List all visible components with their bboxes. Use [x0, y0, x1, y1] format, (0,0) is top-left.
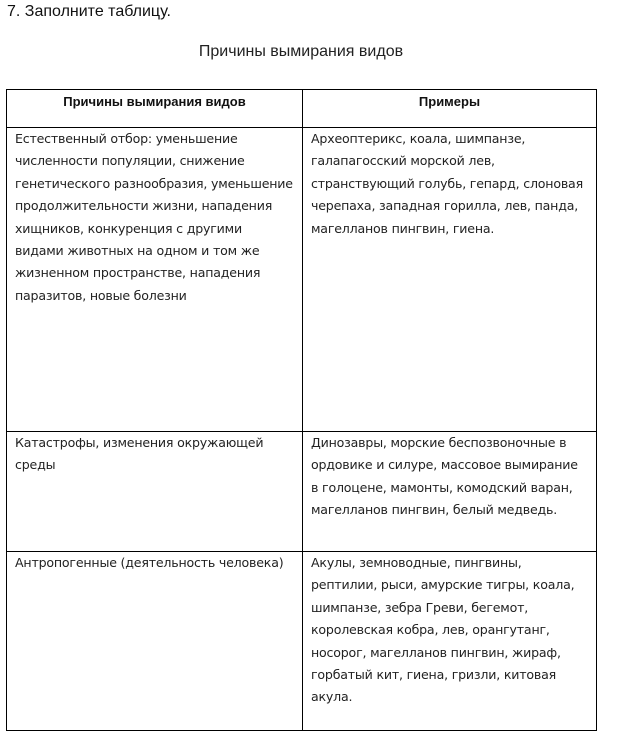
table-row — [7, 552, 597, 731]
cause-cell: Антропогенные (деятельность человека) — [15, 555, 284, 570]
task-title: 7. Заполните таблицу. — [7, 3, 171, 20]
table-row — [7, 432, 597, 552]
extinction-causes-table — [6, 89, 597, 731]
examples-cell: Археоптерикс, коала, шимпанзе, галапагосский морской лев, странствующий голубь, гепард, слоновая черепаха, западная горилла, лев, панда, магелланов пингвин, гиена. — [311, 131, 583, 236]
cause-cell: Естественный отбор: уменьшение численности популяции, снижение генетического разнообразия, уменьшение продолжительности жизни, нападения хищников, конкуренция с другими видами животных на одном и том же жизненном пространстве, нападения паразитов, новые болезни — [15, 131, 293, 303]
examples-cell: Динозавры, морские беспозвоночные в ордовике и силуре, массовое вымирание в голоцене, мамонты, комодский варан, магелланов пингвин, белый медведь. — [311, 435, 578, 518]
header-examples: Примеры — [303, 90, 597, 128]
cause-cell: Катастрофы, изменения окружающей среды — [15, 435, 264, 473]
table-caption: Причины вымирания видов — [198, 43, 404, 60]
examples-cell: Акулы, земноводные, пингвины, рептилии, рыси, амурские тигры, коала, шимпанзе, зебра Греви, бегемот, королевская кобра, лев, орангутанг, носорог, магелланов пингвин, жираф, горбатый кит, гиена, гризли, китовая акула. — [311, 555, 575, 705]
header-causes: Причины вымирания видов — [7, 90, 303, 128]
table-header-row — [7, 90, 597, 128]
table-row — [7, 128, 597, 432]
